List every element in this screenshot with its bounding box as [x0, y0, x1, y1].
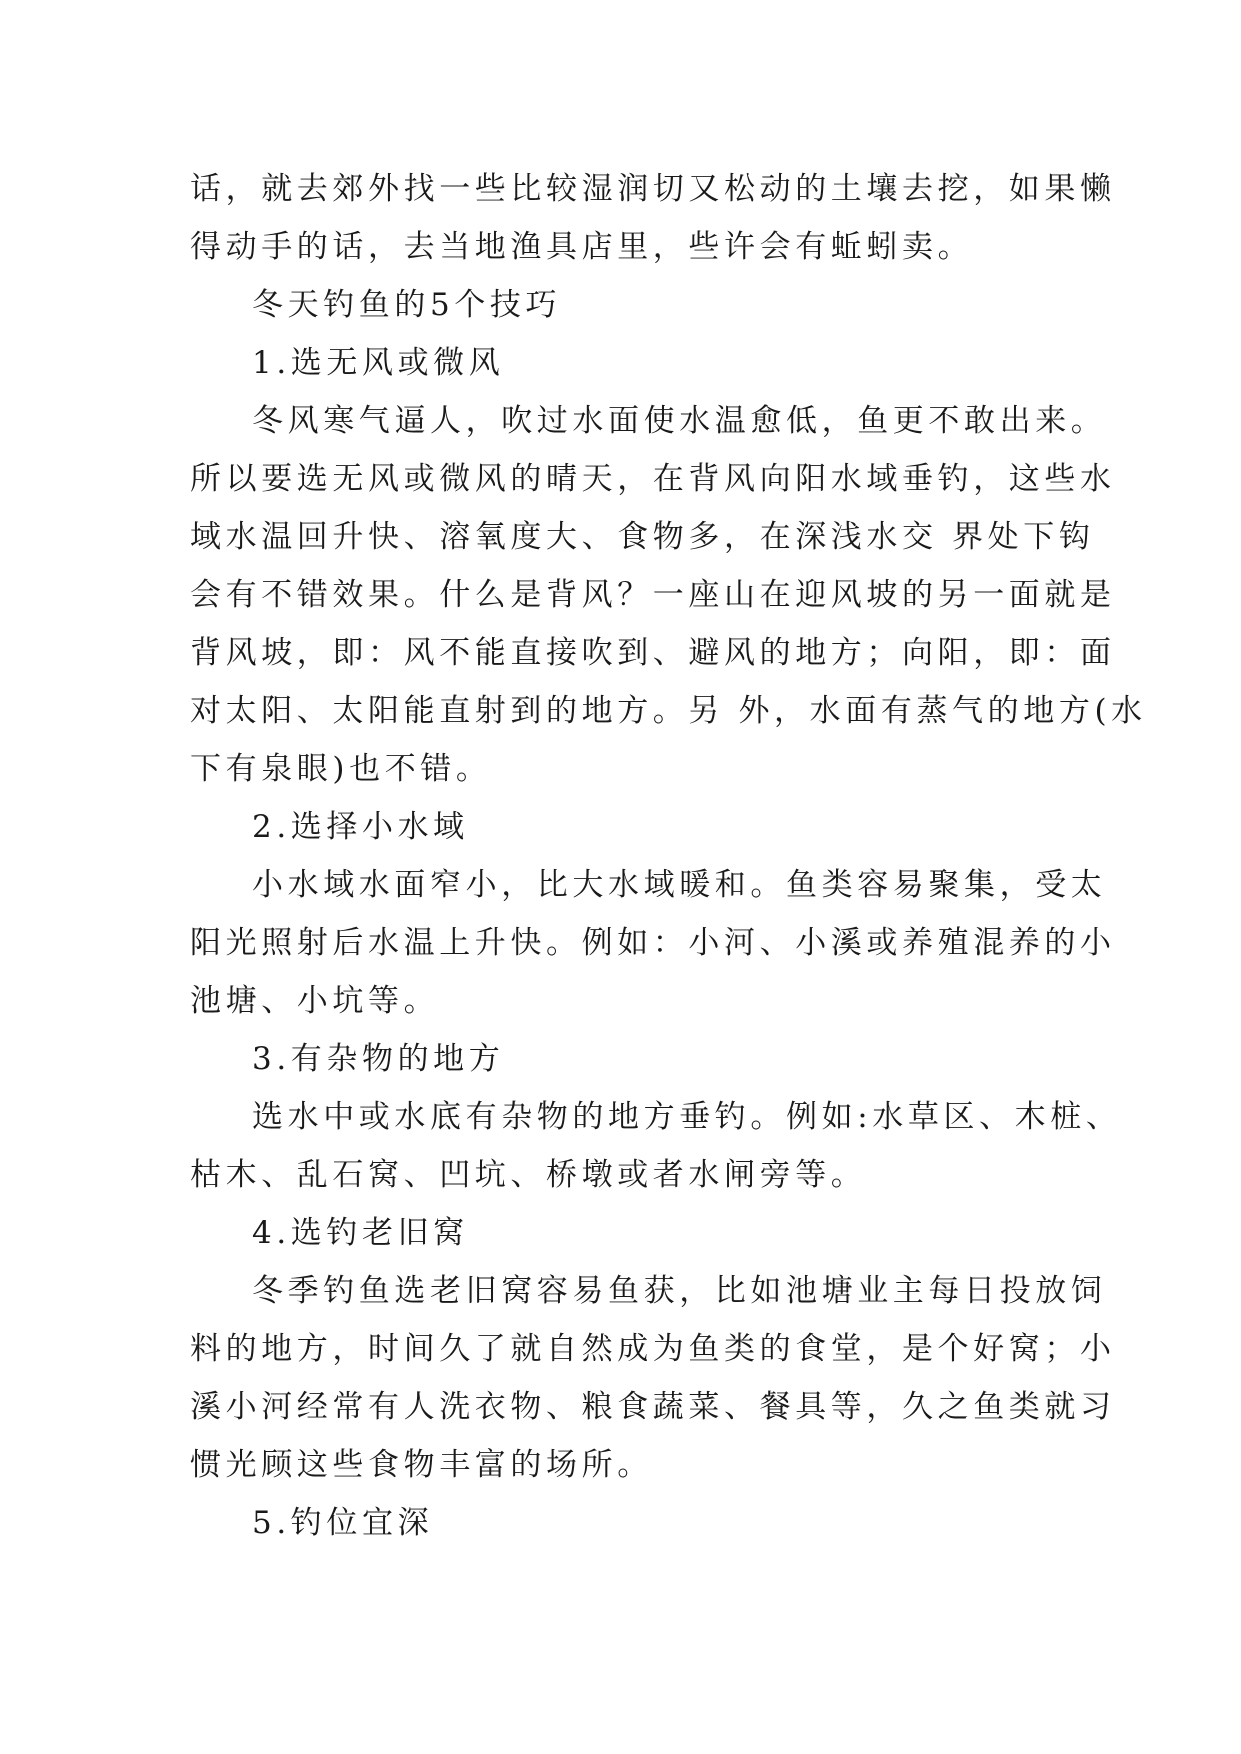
text-line: 枯木、乱石窝、凹坑、桥墩或者水闸旁等。: [190, 1157, 867, 1193]
tip-heading-1: 1.选无风或微风: [252, 345, 505, 381]
text-line: 域水温回升快、溶氧度大、食物多，在深浅水交 界处下钩: [190, 519, 1095, 555]
text-line: 冬风寒气逼人，吹过水面使水温愈低，鱼更不敢出来。: [252, 403, 1107, 439]
text-line: 对太阳、太阳能直射到的地方。另 外，水面有蒸气的地方(水: [190, 693, 1147, 729]
tip-heading-2: 2.选择小水域: [252, 809, 469, 845]
text-line: 所以要选无风或微风的晴天，在背风向阳水域垂钓，这些水: [190, 461, 1116, 497]
text-line: 下有泉眼)也不错。: [190, 751, 492, 787]
text-line: 溪小河经常有人洗衣物、粮食蔬菜、餐具等，久之鱼类就习: [190, 1389, 1116, 1425]
text-line: 料的地方，时间久了就自然成为鱼类的食堂，是个好窝；小: [190, 1331, 1116, 1367]
text-line: 惯光顾这些食物丰富的场所。: [190, 1447, 653, 1483]
text-line: 会有不错效果。什么是背风？一座山在迎风坡的另一面就是: [190, 577, 1116, 613]
document-body: [190, 160, 1147, 1552]
section-title: 冬天钓鱼的5个技巧: [252, 287, 562, 323]
tip-heading-4: 4.选钓老旧窝: [252, 1215, 469, 1251]
tip-heading-3: 3.有杂物的地方: [252, 1041, 505, 1077]
text-line: 得动手的话，去当地渔具店里，些许会有蚯蚓卖。: [190, 229, 974, 265]
text-line: 话，就去郊外找一些比较湿润切又松动的土壤去挖，如果懒: [190, 171, 1116, 207]
text-line: 阳光照射后水温上升快。例如：小河、小溪或养殖混养的小: [190, 925, 1116, 961]
text-line: 小水域水面窄小，比大水域暖和。鱼类容易聚集，受太: [252, 867, 1107, 903]
text-line: 池塘、小坑等。: [190, 983, 440, 1019]
text-line: 背风坡，即：风不能直接吹到、避风的地方；向阳，即：面: [190, 635, 1116, 671]
text-line: 冬季钓鱼选老旧窝容易鱼获，比如池塘业主每日投放饲: [252, 1273, 1107, 1309]
tip-heading-5: 5.钓位宜深: [252, 1505, 434, 1541]
text-line: 选水中或水底有杂物的地方垂钓。例如:水草区、木桩、: [252, 1099, 1122, 1135]
